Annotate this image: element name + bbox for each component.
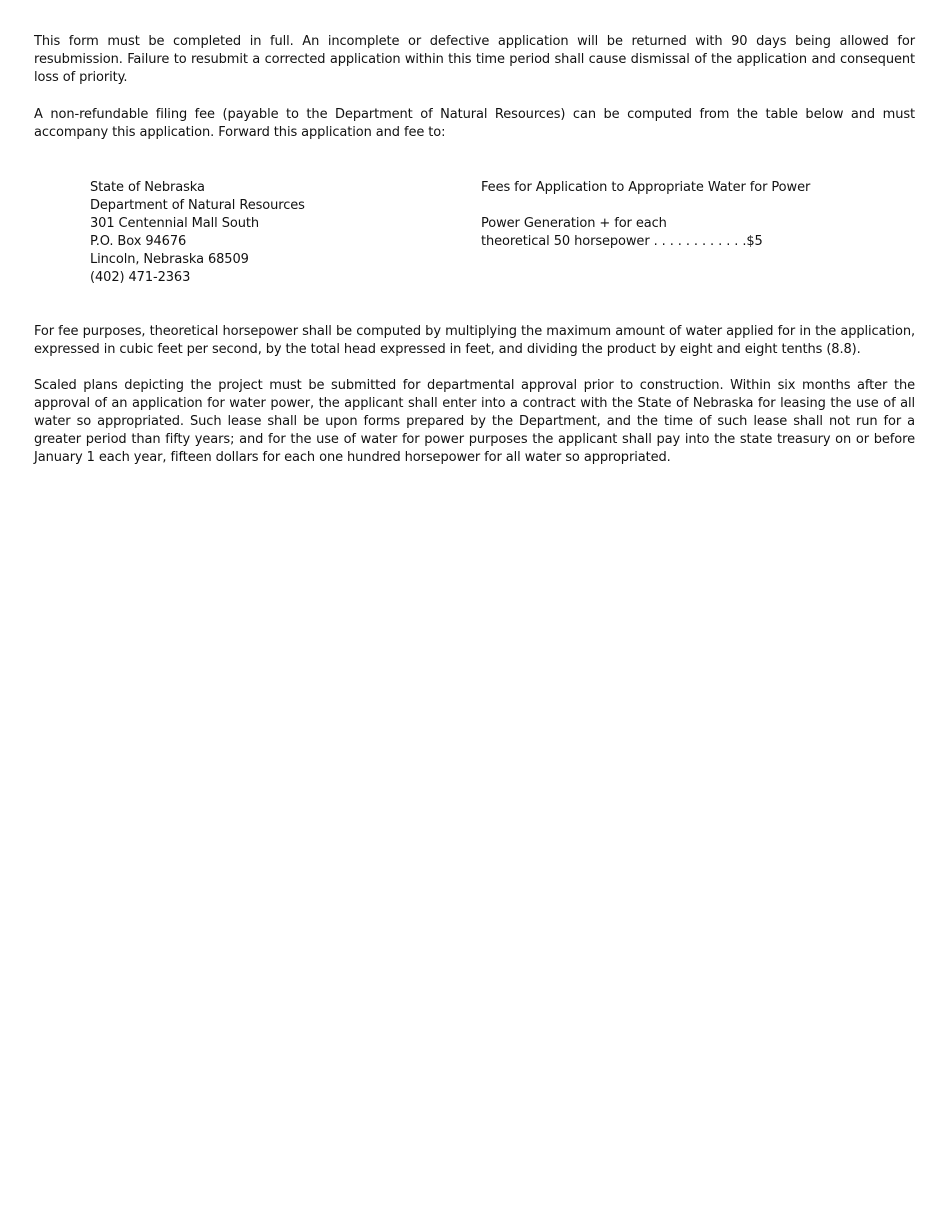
address-line-po-box: P.O. Box 94676 xyxy=(90,234,187,249)
fee-table-spacer xyxy=(481,197,915,215)
address-line-city: Lincoln, Nebraska 68509 xyxy=(90,252,249,267)
fee-item-line-1: Power Generation + for each xyxy=(481,216,667,231)
completeness-paragraph: This form must be completed in full. An incomplete or defective application will be returned with 90 days being allowed for resubmission. Failure to resubmit a corrected application within this time period shall cause dismissal of the application and consequent loss of priority. xyxy=(34,34,915,85)
fee-table-title: Fees for Application to Appropriate Water for Power xyxy=(481,180,811,195)
fee-item-line-2: theoretical 50 horsepower . . . . . . . . . . . .$5 xyxy=(481,234,763,249)
fee-table xyxy=(481,179,915,251)
address-line-state: State of Nebraska xyxy=(90,180,205,195)
horsepower-paragraph: For fee purposes, theoretical horsepower shall be computed by multiplying the maximum amount of water applied for in the application, expressed in cubic feet per second, by the total head expressed in feet, and dividing the product by eight and eight tenths (8.8). xyxy=(34,324,915,357)
address-line-department: Department of Natural Resources xyxy=(90,198,305,213)
filing-fee-paragraph: A non-refundable filing fee (payable to the Department of Natural Resources) can be computed from the table below and must accompany this application. Forward this application and fee to: xyxy=(34,107,915,140)
mailing-address xyxy=(90,179,450,287)
address-and-fees-section xyxy=(34,179,915,307)
document-page xyxy=(34,33,915,467)
scaled-plans-paragraph: Scaled plans depicting the project must be submitted for departmental approval prior to construction. Within six months after the approval of an application for water power, the applicant shall enter into a contract with the State of Nebraska for leasing the use of all water so appropriated. Such lease shall be upon forms prepared by the Department, and the time of such lease shall not run for a greater period than fifty years; and for the use of water for power purposes the applicant shall pay into the state treasury on or before January 1 each year, fifteen dollars for each one hundred horsepower for all water so appropriated. xyxy=(34,378,915,465)
address-line-phone: (402) 471-2363 xyxy=(90,270,191,285)
address-line-street: 301 Centennial Mall South xyxy=(90,216,259,231)
